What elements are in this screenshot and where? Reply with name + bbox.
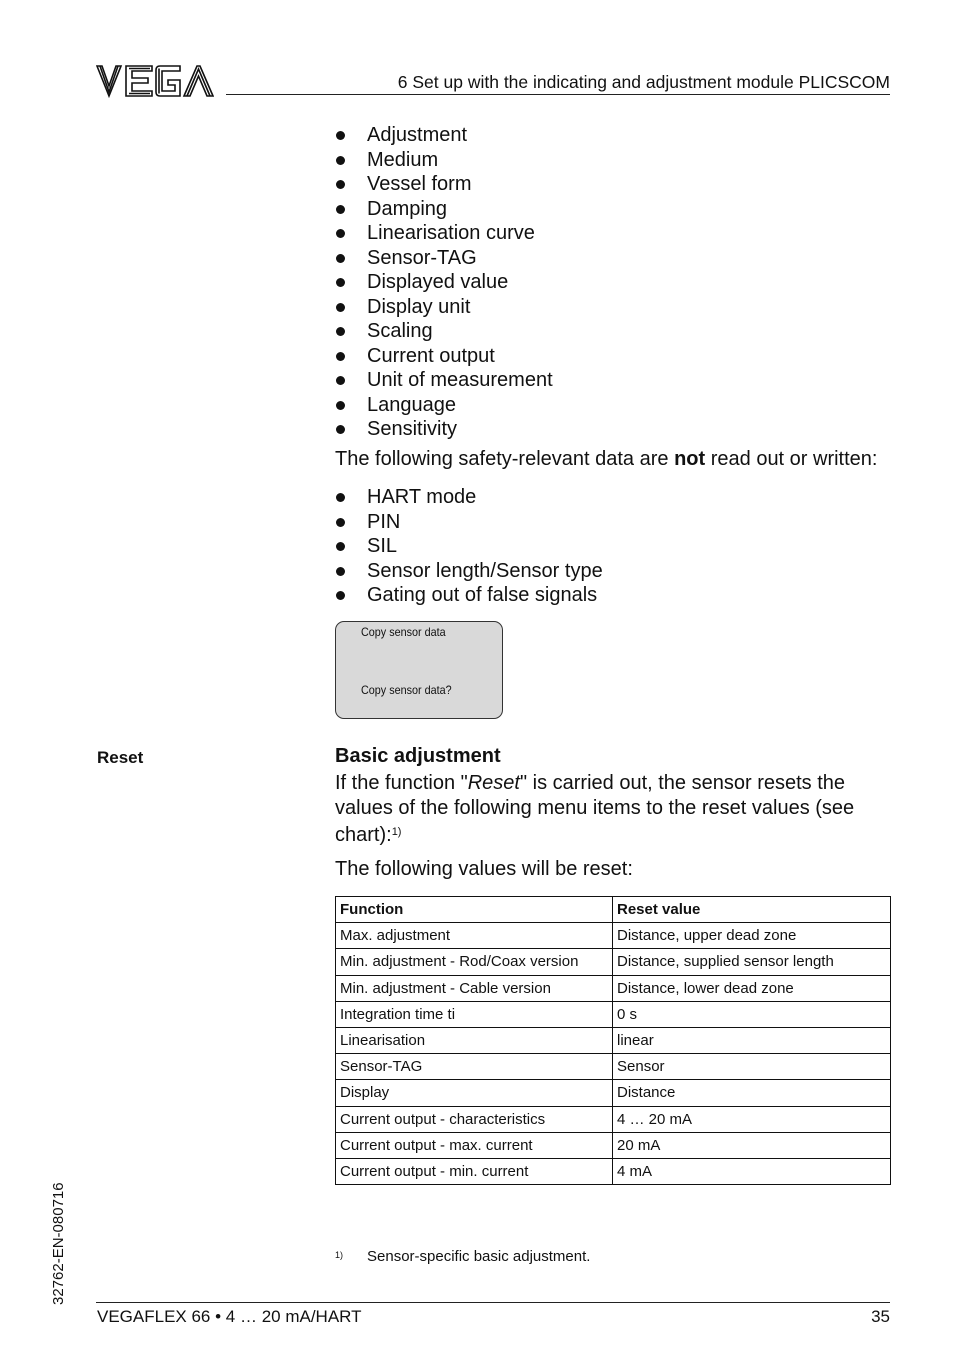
bullet-icon <box>336 567 345 576</box>
bullet-icon <box>336 131 345 140</box>
safety-data-paragraph: The following safety-relevant data are not read out or written: <box>335 448 878 470</box>
function-cell: Display <box>336 1080 613 1106</box>
reset-value-cell: Sensor <box>613 1054 891 1080</box>
function-cell: Linearisation <box>336 1027 613 1053</box>
section-title: 6 Set up with the indicating and adjustment module PLICSCOM <box>397 72 890 92</box>
list-item <box>335 197 553 222</box>
bullet-icon <box>336 229 345 238</box>
reset-value-cell: 4 … 20 mA <box>613 1106 891 1132</box>
reset-value-cell: 0 s <box>613 1001 891 1027</box>
table-row <box>336 975 891 1001</box>
display-screen <box>335 621 503 719</box>
bullet-icon <box>336 376 345 385</box>
list-item <box>335 319 553 344</box>
reset-value-cell: Distance, supplied sensor length <box>613 949 891 975</box>
bullet-icon <box>336 327 345 336</box>
bullet-icon <box>336 254 345 263</box>
list-item-label: Display unit <box>367 295 471 318</box>
list-item <box>335 485 603 510</box>
bullet-icon <box>336 156 345 165</box>
table-row <box>336 1054 891 1080</box>
vega-logo <box>96 64 214 98</box>
bullet-icon <box>336 542 345 551</box>
list-item <box>335 148 553 173</box>
table-row <box>336 1132 891 1158</box>
list-item <box>335 510 603 535</box>
page-number: 35 <box>871 1307 890 1326</box>
bullet-icon <box>336 518 345 527</box>
function-cell: Current output - characteristics <box>336 1106 613 1132</box>
table-row <box>336 1080 891 1106</box>
list-item <box>335 172 553 197</box>
list-item-label: Sensor length/Sensor type <box>367 559 603 582</box>
table-row <box>336 1158 891 1184</box>
list-item <box>335 559 603 584</box>
list-item-label: Gating out of false signals <box>367 584 598 606</box>
list-item-label: Unit of measurement <box>367 369 553 391</box>
reset-value-cell: Distance, lower dead zone <box>613 975 891 1001</box>
list-item-label: Adjustment <box>367 124 468 146</box>
footnote-reference: 1) <box>391 826 402 838</box>
column-header-function: Function <box>336 897 613 923</box>
section-heading: Basic adjustment <box>335 745 501 767</box>
table-row <box>336 1027 891 1053</box>
list-item-label: Sensitivity <box>367 418 458 440</box>
reset-value-cell: Distance <box>613 1080 891 1106</box>
reset-values-table <box>335 896 891 1185</box>
list-item-label: Language <box>367 393 456 416</box>
column-header-reset-value: Reset value <box>613 897 891 923</box>
bullet-icon <box>336 493 345 502</box>
table-row <box>336 949 891 975</box>
footer-rule <box>96 1302 890 1303</box>
list-item-label: Displayed value <box>367 271 509 293</box>
display-menu-prompt: Copy sensor data? <box>361 683 452 697</box>
list-item-label: PIN <box>367 510 401 533</box>
function-cell: Current output - min. current <box>336 1158 613 1184</box>
function-cell: Integration time ti <box>336 1001 613 1027</box>
list-item-label: HART mode <box>367 486 477 508</box>
list-item-label: Medium <box>367 148 439 171</box>
function-cell: Min. adjustment - Rod/Coax version <box>336 949 613 975</box>
list-item-label: Linearisation curve <box>367 222 535 244</box>
table-row <box>336 1001 891 1027</box>
document-id: 32762-EN-080716 <box>50 1182 67 1305</box>
list-item-label: SIL <box>367 535 398 557</box>
list-item <box>335 295 553 320</box>
list-item <box>335 123 553 148</box>
list-item <box>335 368 553 393</box>
function-cell: Sensor-TAG <box>336 1054 613 1080</box>
bullet-icon <box>336 278 345 287</box>
reset-italic: Reset <box>467 772 520 794</box>
function-cell: Min. adjustment - Cable version <box>336 975 613 1001</box>
table-row <box>336 1106 891 1132</box>
readable-data-list <box>335 123 553 442</box>
list-item <box>335 270 553 295</box>
reset-value-cell: linear <box>613 1027 891 1053</box>
list-item-label: Damping <box>367 197 448 220</box>
bullet-icon <box>336 591 345 600</box>
list-item <box>335 534 603 559</box>
header-rule <box>226 94 890 95</box>
list-item <box>335 221 553 246</box>
bullet-icon <box>336 180 345 189</box>
list-item-label: Vessel form <box>367 173 472 195</box>
list-item <box>335 583 603 608</box>
bullet-icon <box>336 352 345 361</box>
margin-label-reset: Reset <box>97 748 144 767</box>
bullet-icon <box>336 425 345 434</box>
bold-not: not <box>674 448 706 470</box>
footnote-mark: 1) <box>335 1250 344 1260</box>
list-item <box>335 344 553 369</box>
reset-paragraph: If the function "Reset" is carried out, the sensor resets the values of the following menu items to the reset values (see chart):$^{1)}$ <box>335 772 855 846</box>
bullet-icon <box>336 303 345 312</box>
display-menu-title: Copy sensor data <box>361 625 446 639</box>
list-item-label: Current output <box>367 344 495 367</box>
footer-product: VEGAFLEX 66 • 4 … 20 mA/HART <box>97 1307 362 1326</box>
list-item <box>335 246 553 271</box>
function-cell: Max. adjustment <box>336 923 613 949</box>
list-item-label: Sensor-TAG <box>367 246 477 269</box>
values-intro: The following values will be reset: <box>335 858 633 880</box>
list-item <box>335 393 553 418</box>
safety-data-list <box>335 485 603 608</box>
function-cell: Current output - max. current <box>336 1132 613 1158</box>
list-item <box>335 417 553 442</box>
reset-value-cell: 4 mA <box>613 1158 891 1184</box>
reset-value-cell: Distance, upper dead zone <box>613 923 891 949</box>
bullet-icon <box>336 401 345 410</box>
footnote-text: Sensor-specific basic adjustment. <box>367 1248 591 1265</box>
table-row <box>336 923 891 949</box>
bullet-icon <box>336 205 345 214</box>
reset-value-cell: 20 mA <box>613 1132 891 1158</box>
table-header-row <box>336 897 891 923</box>
list-item-label: Scaling <box>367 320 433 342</box>
